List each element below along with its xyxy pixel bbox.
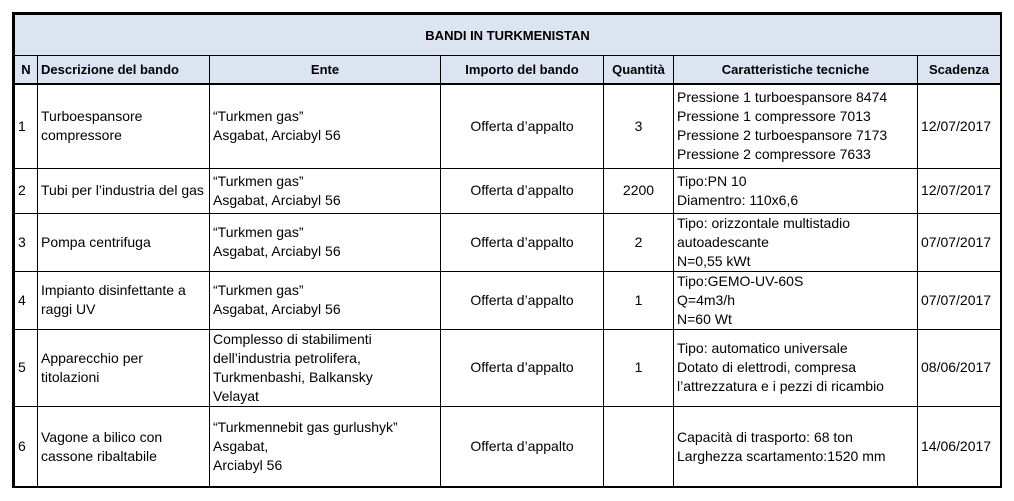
cell-descrizione-line: titolazioni: [41, 368, 100, 385]
cell-caratteristiche-line: Pressione 2 turboespansore 7173: [677, 127, 888, 144]
cell-scadenza: 14/06/2017: [918, 406, 1001, 487]
cell-ente: [210, 271, 441, 329]
cell-importo: Offerta d’appalto: [441, 84, 604, 168]
cell-scadenza: 12/07/2017: [918, 84, 1001, 168]
header-scadenza: Scadenza: [918, 56, 1001, 85]
cell-ente-line: Velayat: [213, 387, 259, 404]
cell-n: 5: [15, 329, 38, 406]
table-row: [15, 271, 1001, 329]
cell-ente-line: “Turkmen gas”: [213, 108, 304, 125]
cell-descrizione-line: Pompa centrifuga: [41, 233, 151, 250]
cell-descrizione: [38, 213, 210, 271]
cell-ente: [210, 329, 441, 406]
cell-quantita: 2200: [604, 168, 674, 213]
table-row: [15, 168, 1001, 213]
cell-caratteristiche-line: Diamentro: 110x6,6: [677, 191, 799, 208]
cell-importo: Offerta d’appalto: [441, 168, 604, 213]
table-row: [15, 329, 1001, 406]
cell-ente: [210, 84, 441, 168]
cell-quantita: 1: [604, 329, 674, 406]
cell-caratteristiche-line: Pressione 1 compressore 7013: [677, 108, 871, 125]
cell-n: 6: [15, 406, 38, 487]
cell-caratteristiche-line: N=0,55 kWt: [677, 252, 751, 269]
cell-ente-line: Asgabat, Arciabyl 56: [213, 243, 341, 259]
cell-descrizione: [38, 329, 210, 406]
cell-ente-line: Complesso di stabilimenti: [213, 330, 372, 347]
cell-descrizione-line: compressore: [41, 127, 122, 144]
cell-quantita: 2: [604, 213, 674, 271]
cell-caratteristiche: [674, 329, 918, 406]
cell-caratteristiche-line: N=60 Wt: [677, 310, 732, 327]
cell-caratteristiche: [674, 406, 918, 487]
cell-ente: [210, 406, 441, 487]
header-importo: Importo del bando: [441, 56, 604, 85]
tenders-table-frame: [12, 12, 1002, 488]
cell-caratteristiche-line: Pressione 1 turboespansore 8474: [677, 89, 888, 106]
cell-caratteristiche-line: Q=4m3/h: [677, 291, 735, 308]
cell-ente-line: dell’industria petrolifera,: [213, 349, 361, 366]
cell-caratteristiche-line: Larghezza scartamento:1520 mm: [677, 447, 886, 464]
header-ente: Ente: [210, 56, 441, 85]
cell-importo: Offerta d’appalto: [441, 271, 604, 329]
cell-ente-line: “Turkmen gas”: [213, 282, 304, 298]
cell-descrizione-line: cassone ribaltabile: [41, 447, 157, 464]
table-title: BANDI IN TURKMENISTAN: [15, 15, 1001, 56]
header-caratteristiche: Caratteristiche tecniche: [674, 56, 918, 85]
cell-importo: Offerta d’appalto: [441, 213, 604, 271]
cell-scadenza: 07/07/2017: [918, 271, 1001, 329]
cell-caratteristiche: [674, 271, 918, 329]
cell-descrizione-line: Apparecchio per: [41, 349, 143, 366]
table-row: [15, 406, 1001, 487]
cell-caratteristiche-line: Tipo:GEMO-UV-60S: [677, 272, 804, 289]
cell-caratteristiche-line: Tipo: automatico universale: [677, 340, 848, 356]
cell-ente-line: Turkmenbashi, Balkansky: [213, 368, 373, 385]
cell-ente-line: “Turkmennebit gas gurlushyk”: [213, 419, 398, 435]
cell-ente-line: “Turkmen gas”: [213, 172, 304, 189]
cell-caratteristiche: [674, 213, 918, 271]
cell-importo: Offerta d’appalto: [441, 329, 604, 406]
tenders-table: [14, 14, 1001, 488]
cell-caratteristiche-line: Capacità di trasporto: 68 ton: [677, 428, 853, 445]
cell-ente-line: “Turkmen gas”: [213, 224, 304, 240]
cell-caratteristiche-line: Tipo: orizzontale multistadio: [677, 214, 851, 231]
cell-ente: [210, 168, 441, 213]
cell-ente-line: Asgabat, Arciabyl 56: [213, 191, 341, 208]
cell-scadenza: 08/06/2017: [918, 329, 1001, 406]
header-descrizione: Descrizione del bando: [38, 56, 210, 85]
cell-descrizione: [38, 406, 210, 487]
cell-ente-line: Arciabyl 56: [213, 457, 283, 473]
cell-scadenza: 12/07/2017: [918, 168, 1001, 213]
cell-descrizione-line: Turboespansore: [41, 108, 143, 125]
cell-caratteristiche-line: Pressione 2 compressore 7633: [677, 146, 871, 163]
cell-ente-line: Asgabat,: [213, 438, 269, 454]
cell-n: 2: [15, 168, 38, 213]
table-row: [15, 213, 1001, 271]
cell-caratteristiche-line: Tipo:PN 10: [677, 172, 747, 189]
cell-n: 1: [15, 84, 38, 168]
table-body: [15, 84, 1001, 487]
header-quantita: Quantità: [604, 56, 674, 85]
cell-descrizione: [38, 84, 210, 168]
cell-caratteristiche: [674, 84, 918, 168]
cell-caratteristiche-line: autoadescante: [677, 233, 769, 250]
cell-caratteristiche: [674, 168, 918, 213]
cell-descrizione: [38, 271, 210, 329]
cell-quantita: [604, 406, 674, 487]
table-row: [15, 84, 1001, 168]
cell-n: 3: [15, 213, 38, 271]
cell-descrizione-line: Vagone a bilico con: [41, 428, 163, 445]
cell-n: 4: [15, 271, 38, 329]
header-n: N: [15, 56, 38, 85]
cell-scadenza: 07/07/2017: [918, 213, 1001, 271]
cell-caratteristiche-line: l’attrezzatura e i pezzi di ricambio: [677, 378, 884, 394]
cell-ente: [210, 213, 441, 271]
cell-ente-line: Asgabat, Arciabyl 56: [213, 301, 341, 317]
cell-importo: Offerta d’appalto: [441, 406, 604, 487]
cell-ente-line: Asgabat, Arciabyl 56: [213, 127, 341, 144]
cell-descrizione: [38, 168, 210, 213]
cell-descrizione-line: Impianto disinfettante a: [41, 282, 186, 298]
cell-quantita: 3: [604, 84, 674, 168]
cell-caratteristiche-line: Dotato di elettrodi, compresa: [677, 359, 856, 375]
cell-descrizione-line: Tubi per l’industria del gas: [41, 182, 204, 198]
cell-descrizione-line: raggi UV: [41, 301, 96, 317]
cell-quantita: 1: [604, 271, 674, 329]
